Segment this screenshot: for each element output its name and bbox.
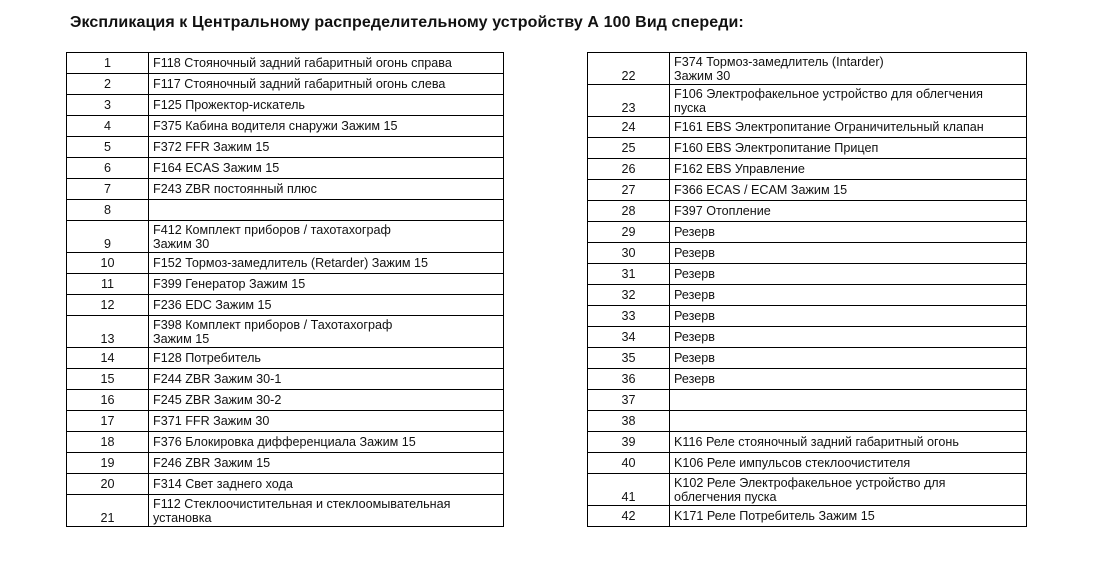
row-number: 1	[67, 53, 149, 74]
row-number: 19	[67, 453, 149, 474]
table-row	[67, 295, 504, 316]
table-row	[67, 74, 504, 95]
row-description: F376 Блокировка дифференциала Зажим 15	[149, 432, 504, 453]
page-title: Экспликация к Центральному распределительному устройству А 100 Вид спереди:	[70, 14, 744, 31]
row-description: K106 Реле импульсов стеклоочистителя	[670, 453, 1027, 474]
table-row	[588, 138, 1027, 159]
fuse-table-right-body	[588, 53, 1027, 527]
row-number: 28	[588, 201, 670, 222]
row-number: 11	[67, 274, 149, 295]
table-row	[588, 474, 1027, 506]
row-number: 25	[588, 138, 670, 159]
row-description: F412 Комплект приборов / тахотахограф Зажим 30	[149, 221, 504, 253]
row-number: 12	[67, 295, 149, 316]
table-row	[588, 85, 1027, 117]
row-description: F128 Потребитель	[149, 348, 504, 369]
table-row	[588, 180, 1027, 201]
row-number: 24	[588, 117, 670, 138]
row-number: 10	[67, 253, 149, 274]
fuse-table-left	[66, 52, 504, 527]
row-number: 16	[67, 390, 149, 411]
table-row	[588, 243, 1027, 264]
row-description	[149, 200, 504, 221]
table-row	[67, 474, 504, 495]
row-description: F314 Свет заднего хода	[149, 474, 504, 495]
row-number: 6	[67, 158, 149, 179]
table-row	[67, 53, 504, 74]
row-number: 14	[67, 348, 149, 369]
row-description: F244 ZBR Зажим 30-1	[149, 369, 504, 390]
row-description: F372 FFR Зажим 15	[149, 137, 504, 158]
fuse-table-left-body	[67, 53, 504, 527]
row-description: F397 Отопление	[670, 201, 1027, 222]
row-number: 7	[67, 179, 149, 200]
row-description: F152 Тормоз-замедлитель (Retarder) Зажим 15	[149, 253, 504, 274]
row-description: F161 EBS Электропитание Ограничительный клапан	[670, 117, 1027, 138]
row-description: F243 ZBR постоянный плюс	[149, 179, 504, 200]
table-row	[67, 95, 504, 116]
table-row	[67, 253, 504, 274]
row-description: F118 Стояночный задний габаритный огонь справа	[149, 53, 504, 74]
row-number: 21	[67, 495, 149, 527]
row-description: F106 Электрофакельное устройство для облегчения пуска	[670, 85, 1027, 117]
row-description: F164 ECAS Зажим 15	[149, 158, 504, 179]
row-description: F125 Прожектор-искатель	[149, 95, 504, 116]
row-number: 22	[588, 53, 670, 85]
row-number: 15	[67, 369, 149, 390]
table-row	[67, 137, 504, 158]
table-row	[67, 390, 504, 411]
row-description: F112 Стеклоочистительная и стеклоомывательная установка	[149, 495, 504, 527]
table-row	[588, 53, 1027, 85]
row-description: F375 Кабина водителя снаружи Зажим 15	[149, 116, 504, 137]
row-description: F160 EBS Электропитание Прицеп	[670, 138, 1027, 159]
table-row	[67, 158, 504, 179]
table-row	[588, 432, 1027, 453]
row-description: K116 Реле стояночный задний габаритный огонь	[670, 432, 1027, 453]
row-number: 36	[588, 369, 670, 390]
row-description: Резерв	[670, 306, 1027, 327]
row-number: 42	[588, 506, 670, 527]
table-row	[588, 306, 1027, 327]
table-row	[588, 390, 1027, 411]
table-row	[588, 369, 1027, 390]
row-number: 9	[67, 221, 149, 253]
table-row	[588, 506, 1027, 527]
row-number: 39	[588, 432, 670, 453]
table-row	[67, 411, 504, 432]
table-row	[67, 316, 504, 348]
table-row	[67, 369, 504, 390]
row-description: Резерв	[670, 264, 1027, 285]
table-row	[67, 116, 504, 137]
row-description: F398 Комплект приборов / Тахотахограф Зажим 15	[149, 316, 504, 348]
row-description: Резерв	[670, 327, 1027, 348]
row-description: F162 EBS Управление	[670, 159, 1027, 180]
row-description	[670, 411, 1027, 432]
table-row	[67, 221, 504, 253]
row-description: F246 ZBR Зажим 15	[149, 453, 504, 474]
row-description: K102 Реле Электрофакельное устройство для облегчения пуска	[670, 474, 1027, 506]
table-row	[67, 274, 504, 295]
table-row	[67, 432, 504, 453]
row-number: 20	[67, 474, 149, 495]
row-number: 41	[588, 474, 670, 506]
row-number: 37	[588, 390, 670, 411]
row-description: F236 EDC Зажим 15	[149, 295, 504, 316]
row-number: 33	[588, 306, 670, 327]
table-row	[588, 264, 1027, 285]
row-description: K171 Реле Потребитель Зажим 15	[670, 506, 1027, 527]
row-description: F245 ZBR Зажим 30-2	[149, 390, 504, 411]
row-description: Резерв	[670, 348, 1027, 369]
row-number: 4	[67, 116, 149, 137]
row-number: 26	[588, 159, 670, 180]
row-description: F399 Генератор Зажим 15	[149, 274, 504, 295]
row-description: F117 Стояночный задний габаритный огонь слева	[149, 74, 504, 95]
table-row	[67, 200, 504, 221]
table-row	[67, 495, 504, 527]
fuse-table-right	[587, 52, 1027, 527]
row-number: 3	[67, 95, 149, 116]
table-row	[67, 348, 504, 369]
row-number: 32	[588, 285, 670, 306]
table-row	[588, 411, 1027, 432]
row-number: 17	[67, 411, 149, 432]
table-row	[588, 201, 1027, 222]
row-number: 8	[67, 200, 149, 221]
row-description: F371 FFR Зажим 30	[149, 411, 504, 432]
row-description: Резерв	[670, 285, 1027, 306]
row-number: 31	[588, 264, 670, 285]
table-row	[588, 117, 1027, 138]
row-number: 13	[67, 316, 149, 348]
table-row	[588, 285, 1027, 306]
row-number: 2	[67, 74, 149, 95]
row-number: 5	[67, 137, 149, 158]
row-description: Резерв	[670, 369, 1027, 390]
table-row	[67, 179, 504, 200]
table-row	[588, 159, 1027, 180]
row-description: Резерв	[670, 222, 1027, 243]
row-number: 34	[588, 327, 670, 348]
row-number: 27	[588, 180, 670, 201]
row-number: 18	[67, 432, 149, 453]
row-number: 29	[588, 222, 670, 243]
table-row	[588, 222, 1027, 243]
row-description: F366 ECAS / ECAM Зажим 15	[670, 180, 1027, 201]
row-number: 35	[588, 348, 670, 369]
table-row	[67, 453, 504, 474]
row-number: 40	[588, 453, 670, 474]
row-number: 23	[588, 85, 670, 117]
table-row	[588, 327, 1027, 348]
table-row	[588, 453, 1027, 474]
row-number: 38	[588, 411, 670, 432]
table-row	[588, 348, 1027, 369]
row-description: F374 Тормоз-замедлитель (Intarder) Зажим 30	[670, 53, 1027, 85]
row-description	[670, 390, 1027, 411]
row-description: Резерв	[670, 243, 1027, 264]
row-number: 30	[588, 243, 670, 264]
